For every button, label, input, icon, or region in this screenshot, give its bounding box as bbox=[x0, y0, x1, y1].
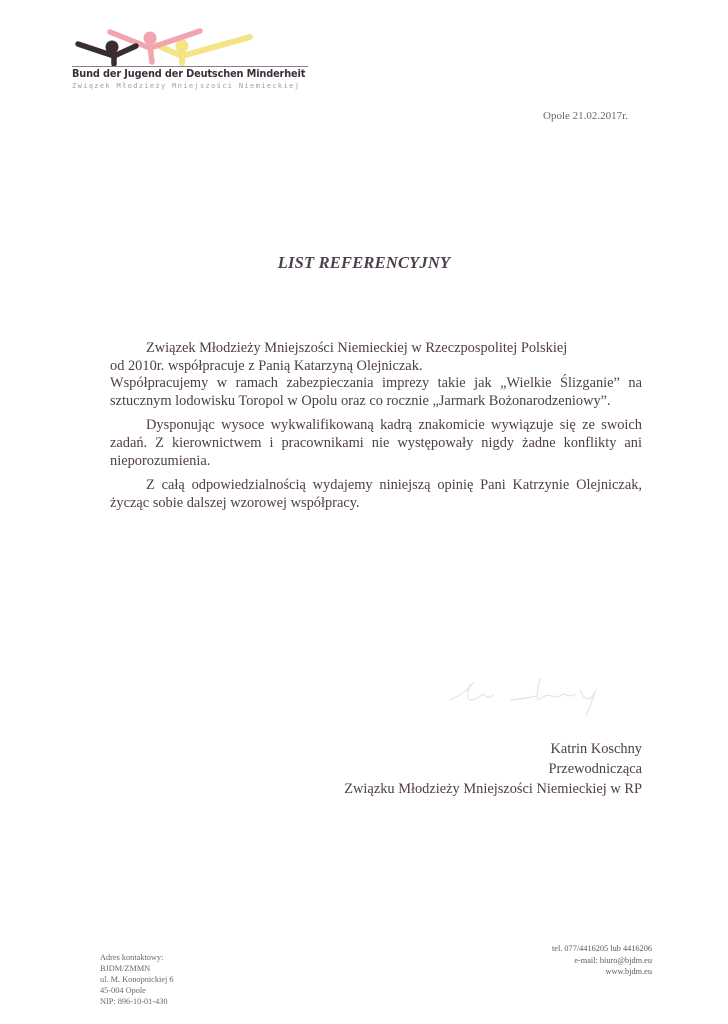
contact-street: ul. M. Konopnickiej 6 bbox=[100, 975, 174, 984]
paragraph-1-line-2: od 2010r. współpracuje z Panią Katarzyną Olejniczak. bbox=[110, 357, 423, 374]
logo-divider bbox=[72, 66, 308, 67]
paragraph-2: Współpracujemy w ramach zabezpieczania imprezy takie jak „Wielkie Ślizganie” na sztucznym lodowisku Toropol w Opolu oraz co rocznie „Jarmark Bożonarodzeniowy”. bbox=[110, 375, 642, 409]
paragraph-4: Z całą odpowiedzialnością wydajemy niniejszą opinię Pani Katrzynie Olejniczak, życząc sobie dalszej wzorowej współpracy. bbox=[110, 477, 642, 511]
logo-subtitle: Związek Młodzieży Mniejszości Niemieckiej bbox=[72, 82, 301, 90]
contact-website: www.bjdm.eu bbox=[605, 967, 652, 976]
contact-label: Adres kontaktowy: bbox=[100, 953, 164, 962]
logo-title: Bund der Jugend der Deutschen Minderheit bbox=[72, 68, 306, 80]
contact-city: 45-004 Opole bbox=[100, 986, 146, 995]
three-figures-logo-icon bbox=[72, 26, 312, 66]
organization-logo bbox=[72, 26, 312, 96]
signatory-name: Katrin Koschny bbox=[550, 741, 642, 757]
signatory-organization: Związku Młodzieży Mniejszości Niemieckiej w RP bbox=[344, 781, 642, 797]
handwritten-signature bbox=[440, 670, 620, 720]
contact-org: BJDM/ZMMN bbox=[100, 964, 151, 973]
document-title: LIST REFERENCYJNY bbox=[277, 253, 451, 272]
letter-body bbox=[110, 340, 642, 512]
footer-contact-details bbox=[552, 943, 652, 978]
footer-contact-address bbox=[100, 952, 174, 1007]
contact-email: e-mail: biuro@bjdm.eu bbox=[574, 955, 652, 965]
paragraph-1-line-1: Związek Młodzieży Mniejszości Niemieckiej w Rzeczpospolitej Polskiej bbox=[146, 340, 568, 356]
letter-date: Opole 21.02.2017r. bbox=[543, 110, 628, 122]
contact-nip: NIP: 896-10-01-430 bbox=[100, 997, 168, 1006]
signature-block bbox=[344, 739, 642, 799]
paragraph-3: Dysponując wysoce wykwalifikowaną kadrą znakomicie wywiązuje się ze swoich zadań. Z kierownictwem i pracownikami nie występowały nigdy żadne konflikty ani nieporozumienia. bbox=[110, 417, 642, 469]
signatory-role: Przewodnicząca bbox=[548, 761, 642, 777]
contact-phone: tel. 077/4416205 lub 4416206 bbox=[551, 944, 652, 953]
